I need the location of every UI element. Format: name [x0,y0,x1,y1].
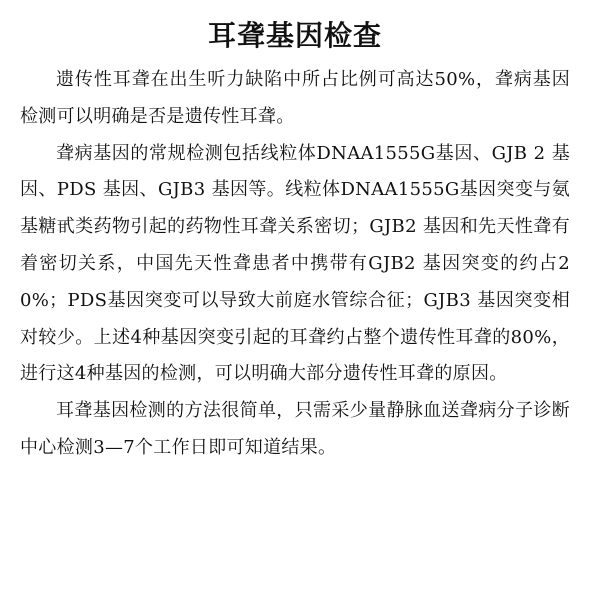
paragraph-routine-gene-tests: 聋病基因的常规检测包括线粒体DNAA1555G基因、GJB 2 基因、PDS 基因、GJB3 基因等。线粒体DNAA1555G基因突变与氨基糖甙类药物引起的药物性耳聋关系密切；GJB2 基因和先天性聋有着密切关系，中国先天性聋患者中携带有GJB2 基因突变的约占20%；PDS基因突变可以导致大前庭水管综合征；GJB3 基因突变相对较少。上述4种基因突变引起的耳聋约占整个遗传性耳聋的80%，进行这4种基因的检测，可以明确大部分遗传性耳聋的原因。 [20,142,570,385]
paragraph-test-method: 耳聋基因检测的方法很简单，只需采少量静脉血送聋病分子诊断中心检测3—7个工作日即可知道结果。 [20,400,570,458]
paragraph-hereditary-deafness-ratio: 遗传性耳聋在出生听力缺陷中所占比例可高达50%，聋病基因检测可以明确是否是遗传性耳聋。 [20,69,570,127]
document-title: 耳聋基因检查 [207,19,382,52]
